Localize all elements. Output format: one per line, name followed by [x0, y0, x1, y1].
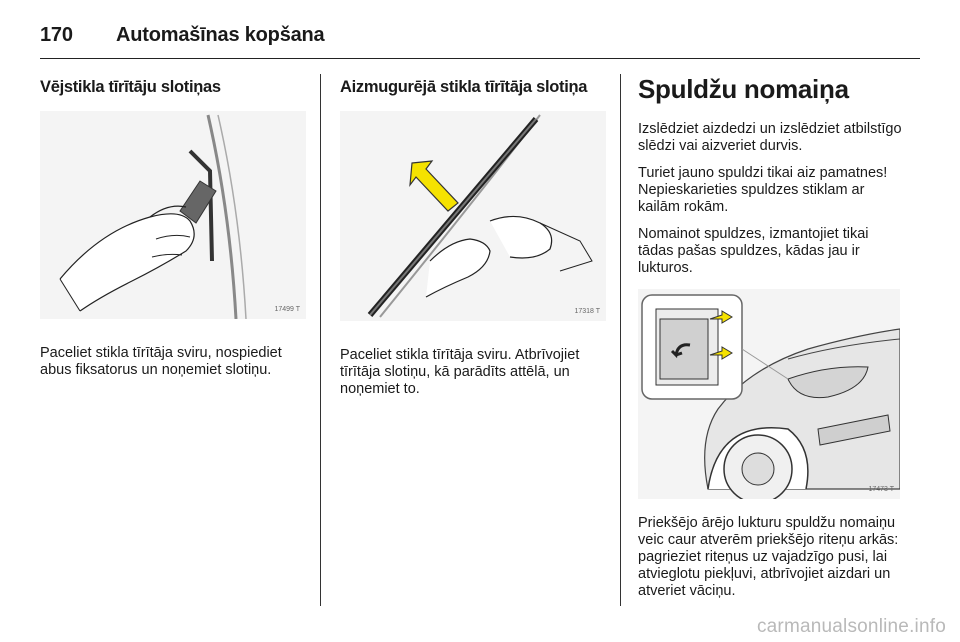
page-number: 170 [40, 24, 73, 46]
caption-rear-wiper: Paceliet stikla tīrītāja sviru. Atbrīvojiet tīrītāja slotiņu, kā parādīts attēlā, un noņemiet to. [340, 347, 580, 397]
chapter-title: Automašīnas kopšana [116, 24, 325, 46]
column-front-wiper [40, 66, 306, 379]
figure-front-wiper [40, 111, 306, 319]
column-bulb-replacement [638, 66, 904, 600]
wiper-hand-illustration [40, 111, 306, 319]
paragraph: Nomainot spuldzes, izmantojiet tikai tādas pašas spuldzes, kādas jau ir lukturos. [638, 226, 869, 276]
watermark: carmanualsonline.info [756, 616, 946, 637]
figure-code: 17318 T [574, 308, 600, 315]
paragraph: Izslēdziet aizdedzi un izslēdziet atbilstīgo slēdzi vai aizveriet durvis. [638, 121, 902, 154]
column-rear-wiper [340, 66, 606, 398]
column-divider [320, 74, 321, 606]
rear-wiper-illustration [340, 111, 606, 321]
section-heading-rear-wiper: Aizmugurējā stikla tīrītāja slotiņa [340, 78, 588, 96]
direction-arrow-icon [410, 161, 458, 211]
figure-rear-wiper [340, 111, 606, 321]
figure-headlamp-access [638, 289, 900, 499]
car-front-illustration [638, 289, 900, 499]
column-divider [620, 74, 621, 606]
section-heading-front-wiper: Vējstikla tīrītāju slotiņas [40, 78, 221, 96]
figure-code: 17473 T [868, 486, 894, 493]
paragraph: Turiet jauno spuldzi tikai aiz pamatnes! Nepieskarieties spuldzes stiklam ar kailām rokām. [638, 165, 888, 215]
page-header [40, 18, 920, 59]
caption-front-wiper: Paceliet stikla tīrītāja sviru, nospiediet abus fiksatorus un noņemiet slotiņu. [40, 345, 282, 378]
figure-code: 17499 T [274, 306, 300, 313]
caption-headlamp-access: Priekšējo ārējo lukturu spuldžu nomaiņu veic caur atverēm priekšējo riteņu arkās: pagrieziet riteņus uz vajadzīgo pusi, lai atvieglotu piekļuvi, atbrīvojiet aizdari un atveriet vāciņu. [638, 515, 899, 599]
access-panel-inset [642, 295, 742, 399]
section-heading-bulbs: Spuldžu nomaiņa [638, 74, 849, 104]
